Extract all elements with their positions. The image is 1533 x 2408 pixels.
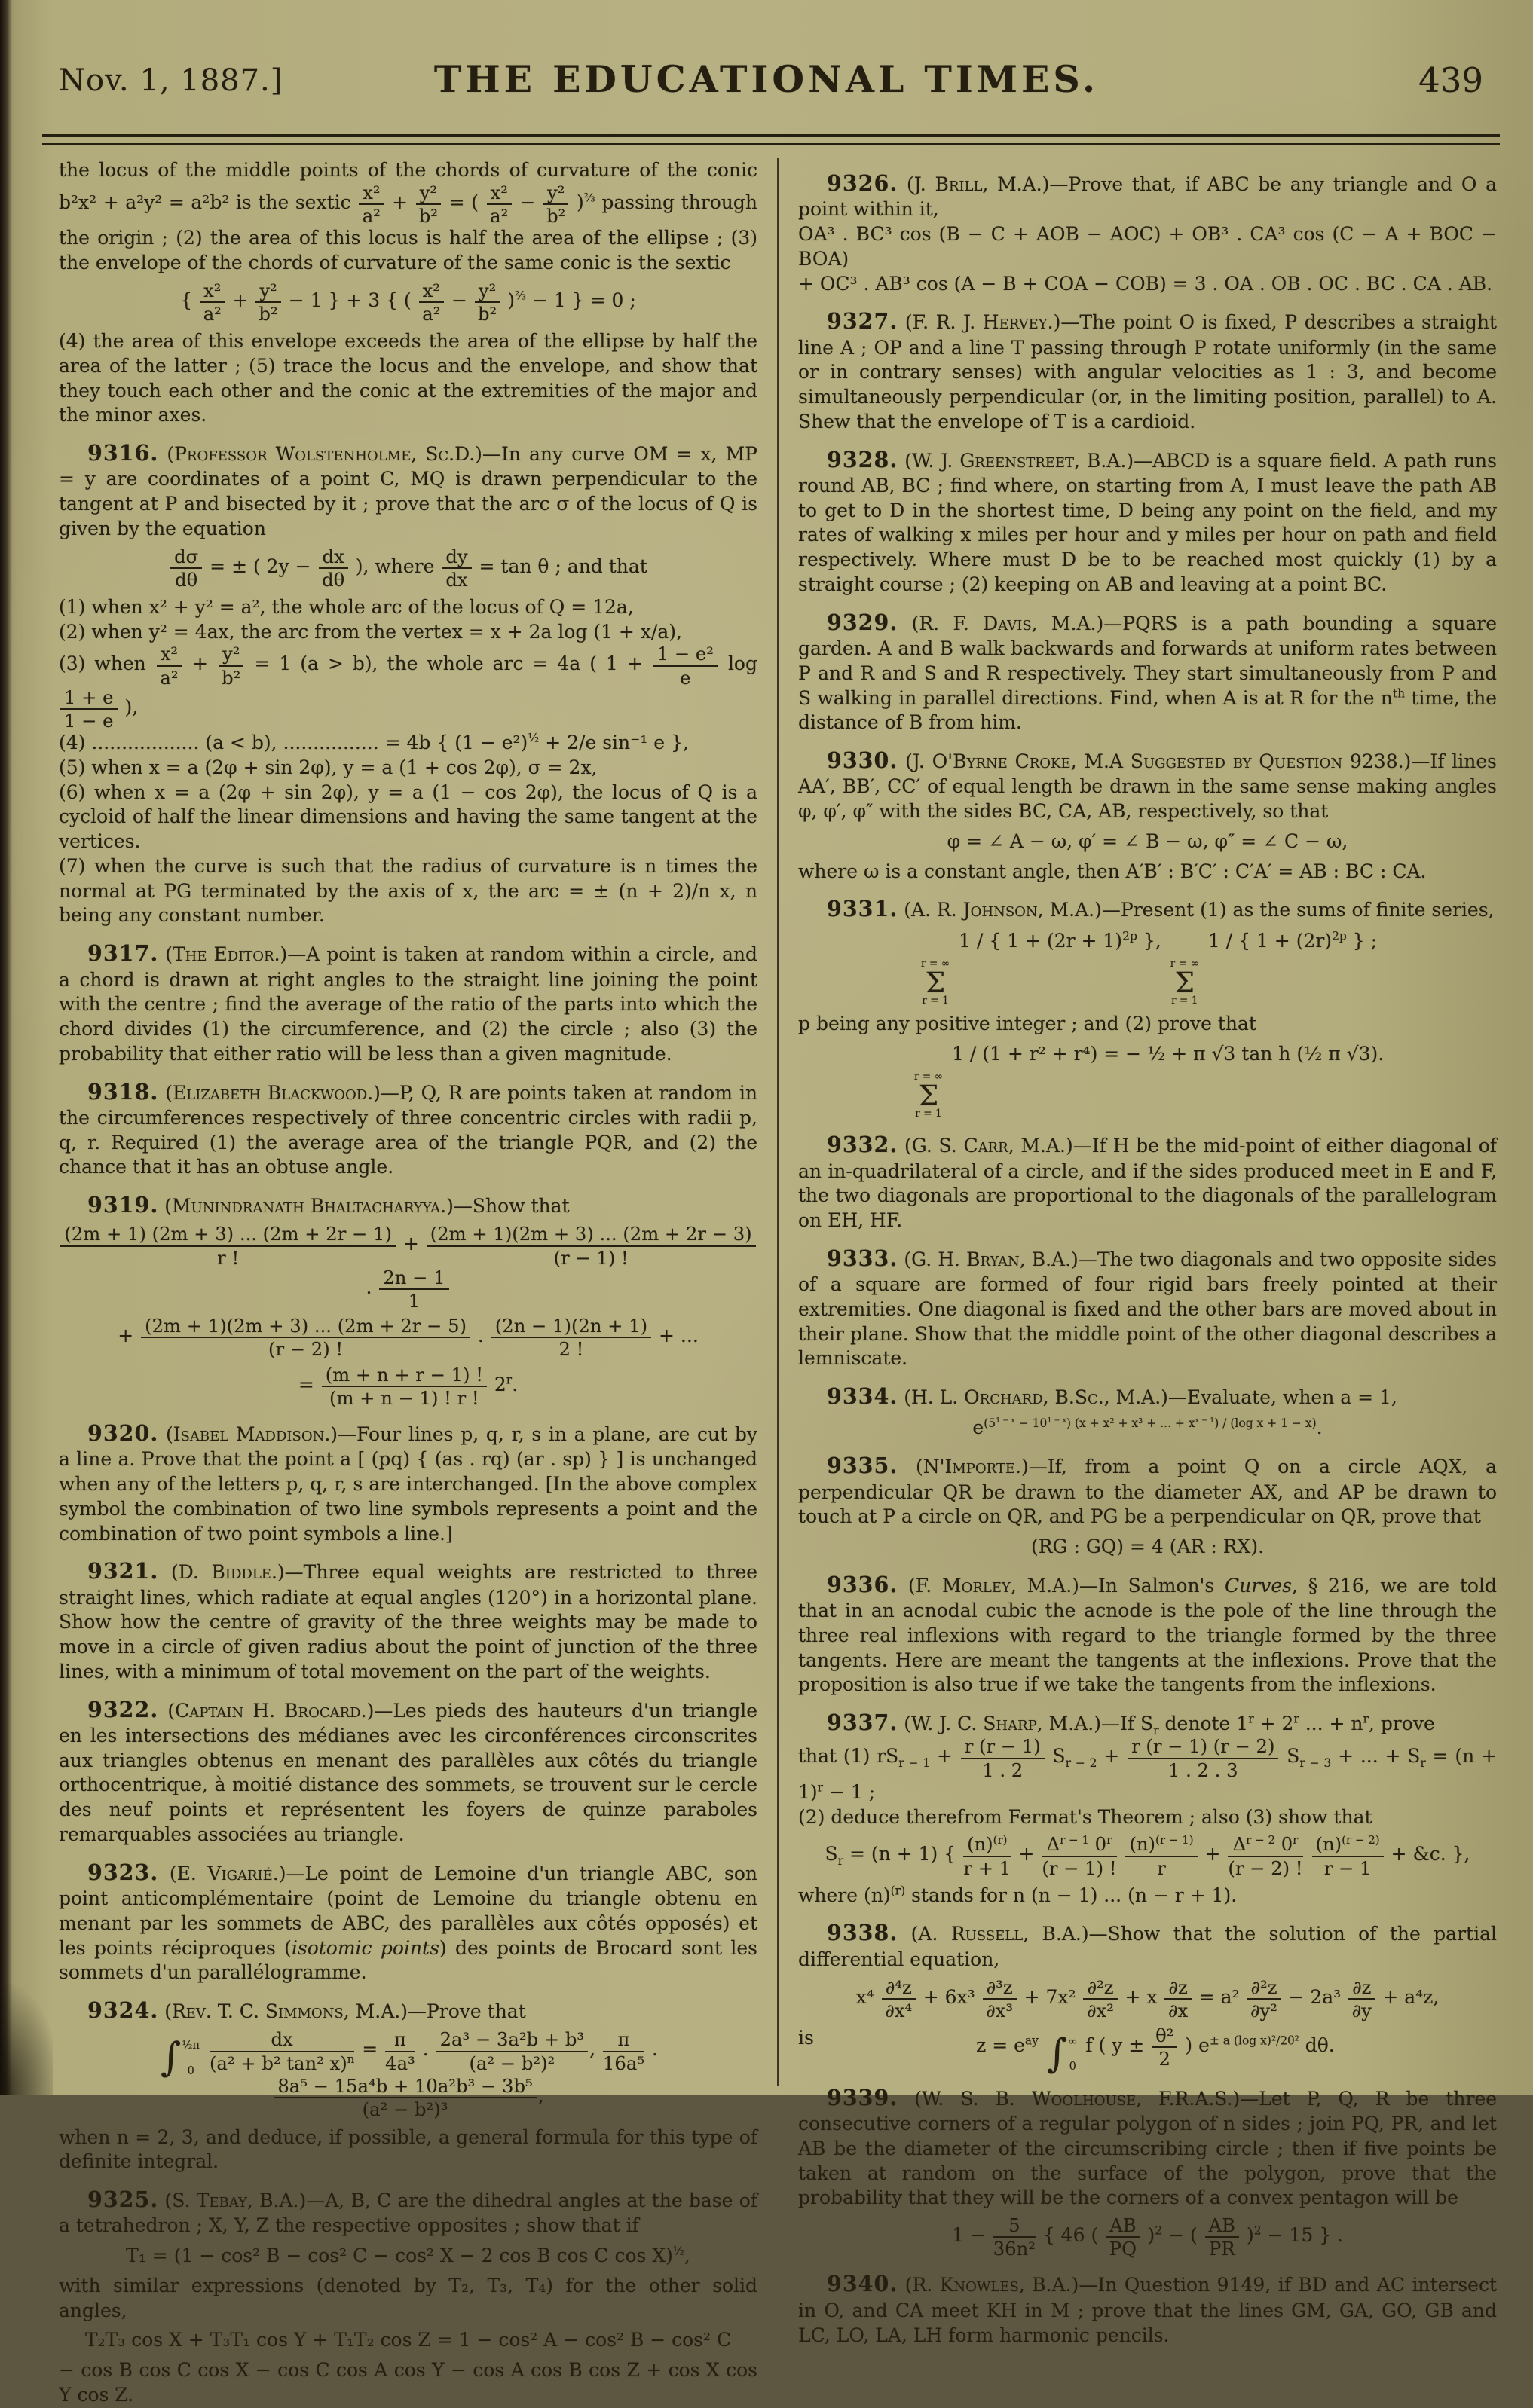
problem-9325: [59, 2186, 757, 2408]
problem-statement: If H be the mid-point of either diagonal of an in-quadrilateral of a circle, and if the sides produced meet in E and F, the two diagonals are proportional to the diagonals of the parallelogram on EH, HF.: [798, 1135, 1498, 1232]
problem-number: 9320.: [87, 1419, 159, 1446]
problem-number: 9335.: [827, 1453, 898, 1479]
equation: r = ∞ Σ r = 1 1 / (1 + r² + r⁴) = − ½ + π √3 tan h (½ π √3).: [913, 1042, 1385, 1120]
problem-9323: [59, 1859, 757, 1985]
problem-lead: [59, 1859, 757, 1985]
problem-number: 9333.: [827, 1245, 898, 1271]
problem-statement: A, B, C are the dihedral angles at the base of a tetrahedron ; X, Y, Z the respective opposites ; show that if: [59, 2190, 757, 2237]
problem-author: (N'Importe.)—: [915, 1456, 1048, 1478]
problem-text: (6) when x = a (2φ + sin 2φ), y = a (1 − cos 2φ), the locus of Q is a cycloid of half the linear dimensions and having the same tangent at the vertices.: [59, 781, 757, 853]
problem-lead: [59, 1696, 757, 1847]
problem-number: 9322.: [87, 1696, 159, 1722]
problem-text: p being any positive integer ; and (2) prove that: [798, 1013, 1256, 1035]
equation: 1 − $\frac{5}{\text{36n²}}$ { 46 ( $\frac{AB}{PQ}$ )$^2$ − ( $\frac{AB}{PR}$ )$^2$ − 15 } .: [951, 2214, 1343, 2260]
issue-date: Nov. 1, 1887.]: [59, 63, 283, 98]
problem-statement: In any curve OM = x, MP = y are coordinates of a point C, MQ is drawn perpendicular to the tangent at P and bisected by it ; prove that the arc σ of the locus of Q is given by the equation: [59, 443, 758, 539]
problem-statement: Four lines p, q, r, s in a plane, are cut by a line a. Prove that the point a [ (pq) { (as . rq) (ar . sp) } ] is unchanged when any of the letters p, q, r, s are interchanged. [In the above complex symbol the combination of two line symbols represents a point and the combination of two point symbols a line.]: [59, 1422, 757, 1545]
problem-text: (2) deduce therefrom Fermat's Theorem ; also (3) show that: [798, 1805, 1372, 1828]
problem-statement: A point is taken at random within a circle, and a chord is drawn at right angles to the straight line joining the point with the centre ; find the average of the ratio of the parts into which the chord divides (1) the circumference, and (2) the circle ; also (3) the probability that either ratio will be less than a given magnitude.: [59, 943, 757, 1065]
problem-lead: [798, 2270, 1497, 2348]
problem-text: + OC³ . AB³ cos (A − B + COA − COB) = 3 . OA . OB . OC . BC . CA . AB.: [798, 272, 1493, 295]
problem-lead: [798, 609, 1497, 735]
equation: is $z = e^{ay}$ ∫ ∞ 0 f ( y ± $\frac{\text{θ²}}{2}$ ) $e^{\pm a (log x)^2/2\theta^2}$ dθ.: [798, 2024, 1335, 2076]
equation: $\frac{(2m + 1) (2m + 3) ... (2m + 2r - 1)}{r !}$ + $\frac{(2m + 1)(2m + 3) ... (2m + 2r - 3)}{(r - 1) !}$ . $\frac{2n - 1}{1}$: [59, 1224, 757, 1311]
problem-number: 9327.: [827, 308, 898, 335]
equation-label: is: [798, 2026, 814, 2049]
scan-corner-shadow: [0, 1960, 53, 2095]
problem-number: 9339.: [827, 2084, 898, 2110]
problem-lead: [798, 1571, 1497, 1698]
problem-statement: P, Q, R are points taken at random in the circumferences respectively of three concentric circles with radii p, q, r. Required (1) the average area of the triangle PQR, and (2) the chance that it has an obtuse angle.: [59, 1081, 757, 1178]
problem-author: (D. Biddle.)—: [170, 1561, 304, 1584]
continued-problem-text: [59, 158, 757, 428]
scan-edge-shadow: [0, 0, 12, 2095]
problem-number: 9329.: [827, 609, 898, 635]
problem-text: where $(n)^{(r)}$ stands for n (n − 1) ... (n − r + 1).: [798, 1884, 1238, 1906]
equation: $S_r = (n + 1)$ { $\frac{(n)^{(r)}}{r + 1}$ + $\frac{\Delta^{r - 1} 0^r}{(r - 1) !}$ $\frac{(n)^{(r - 1)}}{r}$ + $\frac{\Delta^{r - 2} 0^r}{(r - 2) !}$ $\frac{(n)^{(r - 2)}}{r - 1}$ + &c. },: [825, 1833, 1470, 1879]
problem-statement: Show that: [472, 1195, 570, 1218]
problem-9330: [798, 747, 1497, 884]
problem-number: 9328.: [827, 446, 898, 472]
problem-number: 9336.: [827, 1571, 898, 1597]
problem-statement: Present (1) as the sums of finite series,: [1120, 899, 1495, 921]
problem-statement: Let P, Q, R be three consecutive corners of a regular polygon of n sides ; join PQ, PR, and let AB be the diameter of the circumscribing circle ; then if five points be taken at random on the surface of the polygon, prove that the probability that they will be the corners of a convex pentagon will be: [798, 2087, 1497, 2209]
right-column: [779, 158, 1498, 2346]
problem-author: (W. J. C. Sharp, M.A.)—: [904, 1713, 1120, 1735]
problem-statement: Evaluate, when a = 1,: [1186, 1386, 1397, 1409]
problem-text: (7) when the curve is such that the radius of curvature is n times the normal at PG terminated by the axis of x, the arc = ± (n + 2)/n x, n being any constant number.: [59, 854, 757, 927]
problem-9336: [798, 1571, 1497, 1698]
two-column-body: [59, 158, 1498, 2406]
header-rule: [42, 134, 1500, 145]
problem-number: 9319.: [87, 1192, 159, 1218]
problem-lead: [798, 1245, 1497, 1371]
equation: x⁴ $\frac{\text{∂⁴z}}{\text{∂x⁴}}$ + 6x³ $\frac{\text{∂³z}}{\text{∂x³}}$ + 7x² $\frac{\text{∂²z}}{\text{∂x²}}$ + x $\frac{\partial z}{\partial x}$ = a² $\frac{\text{∂²z}}{\text{∂y²}}$ − 2a³ $\frac{\partial z}{\partial y}$ + a⁴z,: [855, 1976, 1440, 2021]
problem-lead: [59, 1997, 757, 2024]
equation: = $\frac{(m + n + r - 1) !}{(m + n - 1) ! r !}$ 2$^r$.: [298, 1363, 519, 1409]
problem-author: (S. Tebay, B.A.)—: [164, 2190, 326, 2212]
problem-9328: [798, 446, 1497, 597]
problem-lead: [59, 1557, 757, 1684]
problem-statement: Show that the solution of the partial differential equation,: [798, 1923, 1497, 1970]
problem-text: − cos B cos C cos X − cos C cos A cos Y − cos A cos B cos Z + cos X cos Y cos Z.: [59, 2359, 757, 2406]
problem-9331: [798, 895, 1497, 1120]
problem-lead: [798, 1709, 1497, 1737]
problem-statement: Three equal weights are restricted to three straight lines, which radiate at equal angles (120°) in a horizontal plane. Show how the centre of gravity of the three weights may be made to move in a circle of given radius about the point of junction of the three lines, with a minimum of total movement on the part of the weights.: [59, 1561, 757, 1682]
left-column: [59, 158, 777, 2406]
problem-9316: [59, 439, 757, 928]
problem-text: (5) when x = a (2φ + sin 2φ), y = a (1 + cos 2φ), σ = 2x,: [59, 756, 598, 778]
problem-author: (R. Knowles, B.A.)—: [904, 2274, 1098, 2296]
problem-number: 9317.: [87, 940, 159, 967]
problem-statement: Prove that, if ABC be any triangle and O a point within it,: [798, 173, 1497, 221]
problem-author: (G. H. Bryan, B.A.)—: [904, 1248, 1097, 1270]
problem-author: (Elizabeth Blackwood.)—: [165, 1081, 399, 1104]
problem-number: 9340.: [827, 2271, 898, 2297]
equation: (RG : GQ) = 4 (AR : RX).: [1030, 1536, 1265, 1558]
problem-author: (J. Brill, M.A.)—: [906, 173, 1069, 195]
problem-number: 9326.: [827, 170, 898, 196]
problem-lead: [798, 1919, 1497, 1972]
problem-author: (E. Vigarié.)—: [169, 1862, 305, 1884]
problem-number: 9337.: [827, 1710, 898, 1736]
problem-text: (2) when y² = 4ax, the arc from the vertex = x + 2a log (1 + x/a),: [59, 620, 682, 643]
problem-lead: [59, 1078, 757, 1181]
problem-number: 9331.: [827, 896, 898, 922]
problem-author: (H. L. Orchard, B.Sc., M.A.)—: [904, 1386, 1187, 1409]
problem-text: (3) when $\frac{\text{x²}}{\text{a²}}$ + $\frac{\text{y²}}{\text{b²}}$ = 1 (a > b), the whole arc = 4a ( 1 + $\frac{\text{1 − e²}}{e}$ log $\frac{1 + e}{1 - e}$ ),: [59, 643, 757, 732]
problem-lead: [798, 747, 1497, 824]
equation: + $\frac{(2m + 1)(2m + 3) ... (2m + 2r - 5)}{(r - 2) !}$ . $\frac{(2n - 1)(2n + 1)}{2 !}$ + ...: [118, 1315, 699, 1361]
problem-text: with similar expressions (denoted by T₂, T₃, T₄) for the other solid angles,: [59, 2274, 757, 2321]
equation: T₂T₃ cos X + T₃T₁ cos Y + T₁T₂ cos Z = 1 − cos² A − cos² B − cos² C: [84, 2329, 732, 2351]
equation: ∫ ½π 0 $\frac{dx}{(a^2 + b^2 \tan^2 x)^n}$ = $\frac{\pi}{\text{4a³}}$ . $\frac{\text{2a³ − 3a²b + b³}}{\text{(a² − b²)²}}$ , $\frac{\pi}{\text{16a⁵}}$ . $\frac{\text{8a⁵ − 15a⁴b + 10a²b³ − 3b⁵}}{\text{(a² − b²)³}}$ ,: [161, 2028, 658, 2121]
problem-lead: [59, 1191, 757, 1219]
problem-author: (Rev. T. C. Simmons, M.A.)—: [164, 2000, 427, 2022]
problem-text: (1) when x² + y² = a², the whole arc of the locus of Q = 12a,: [59, 595, 634, 618]
problem-text: OA³ . BC³ cos (B − C + AOB − AOC) + OB³ . CA³ cos (C − A + BOC − BOA): [798, 223, 1497, 270]
problem-statement: PQRS is a path bounding a square garden. A and B walk backwards and forwards at uniform rates between P and R and S and R respectively. They start simultaneously from P and S walking in parallel directions. Find, when A is at R for the $n^{th}$ time, the distance of B from him.: [798, 612, 1498, 734]
problem-statement: The two diagonals and two opposite sides of a square are formed of four rigid bars freely pointed at their extremities. One diagonal is fixed and the other bars are moved about in their plane. Show that the middle point of the other diagonal describes a lemniscate.: [798, 1248, 1497, 1370]
problem-lead: [798, 2084, 1497, 2211]
problem-text: (4) .................. (a < b), ................ = 4b { $(1 - e^2)^{\frac{1}{2}} + 2/e$ sin⁻¹ e },: [59, 731, 689, 754]
problem-number: 9316.: [87, 440, 159, 466]
problem-9324: [59, 1997, 757, 2174]
equation: $\frac{d\sigma}{d\theta}$ = ± ( 2y − $\frac{dx}{d\theta}$ ), where $\frac{dy}{dx}$ = tan θ ; and that: [59, 547, 757, 590]
problem-number: 9338.: [827, 1920, 898, 1946]
problem-statement: If lines AA′, BB′, CC′ of equal length be drawn in the same sense making angles φ, φ′, φ″ with the sides BC, CA, AB, respectively, so that: [798, 750, 1498, 823]
problem-author: (F. R. J. Hervey.)—: [904, 311, 1080, 334]
problem-lead: [798, 1383, 1497, 1410]
problem-9329: [798, 609, 1497, 735]
problem-9319: [59, 1191, 757, 1408]
problem-lead: [798, 1131, 1497, 1233]
problem-number: 9323.: [87, 1859, 159, 1885]
problem-9321: [59, 1557, 757, 1684]
problem-9335: [798, 1452, 1497, 1560]
problem-statement: Prove that: [426, 2000, 526, 2022]
problem-text: when n = 2, 3, and deduce, if possible, a general formula for this type of definite integral.: [59, 2125, 757, 2173]
problem-lead: [798, 307, 1497, 434]
problem-9326: [798, 170, 1497, 296]
problem-author: (F. Morley, M.A.)—: [908, 1574, 1098, 1597]
problem-author: (Captain H. Brocard.)—: [167, 1699, 393, 1722]
problem-number: 9324.: [87, 1997, 159, 2023]
problem-author: (A. R. Johnson, M.A.)—: [904, 899, 1121, 921]
problem-number: 9321.: [87, 1558, 159, 1584]
problem-9339: [798, 2084, 1497, 2260]
problem-9332: [798, 1131, 1497, 1233]
problem-9340: [798, 2270, 1497, 2348]
problem-9320: [59, 1419, 757, 1546]
page-number: 439: [1418, 60, 1483, 100]
problem-9317: [59, 940, 757, 1066]
problem-author: (The Editor.)—: [165, 943, 307, 966]
problem-author: (Munindranath Bhaltacharyya.)—: [164, 1195, 473, 1218]
problem-number: 9330.: [827, 747, 898, 774]
page-title: THE EDUCATIONAL TIMES.: [433, 57, 1100, 101]
problem-text: where ω is a constant angle, then A′B′ : B′C′ : C′A′ = AB : BC : CA.: [798, 860, 1427, 882]
problem-statement: Les pieds des hauteurs d'un triangle en les intersections des médianes avec les circonférences circonscrites aux triangles obtenus en menant des parallèles aux côtés du triangle orthocentrique, à moitié distance des sommets, se trouvent sur le cercle des neuf points et représentent les foyers de quinze paraboles remarquables associées au triangle.: [59, 1699, 758, 1845]
problem-lead: [59, 2186, 757, 2238]
problem-lead: [798, 895, 1497, 923]
problem-9333: [798, 1245, 1497, 1371]
problem-9338: [798, 1919, 1497, 2076]
problem-9327: [798, 307, 1497, 434]
problem-number: 9318.: [87, 1078, 159, 1105]
problem-lead: [798, 1452, 1497, 1529]
problem-lead: [59, 439, 757, 542]
problem-statement: In Question 9149, if BD and AC intersect in O, and CA meet KH in M ; prove that the lines GM, GA, GO, GB and LC, LO, LA, LH form harmonic pencils.: [798, 2274, 1497, 2346]
problem-statement: The point O is fixed, P describes a straight line A ; OP and a line T passing through P rotate uniformly (in the same or in contrary senses) with angular velocities as 1 : 3, and become simultaneously perpendicular (or, in the limiting position, parallel) to A. Shew that the envelope of T is a cardioid.: [798, 311, 1497, 432]
equation: r = ∞ Σ r = 1 1 / { $1 + (2r + 1)^{2p}$ }, r = ∞ Σ r = 1 1 / { $1 + (2r)^{2p}$ } ;: [920, 929, 1378, 1007]
problem-statement: If, from a point Q on a circle AQX, a perpendicular QR be drawn to the diameter AX, and AP be drawn to touch at P a circle on QR, and PG be a perpendicular on QR, prove that: [798, 1456, 1497, 1528]
problem-statement: ABCD is a square field. A path runs round AB, BC ; find where, on starting from A, I must leave the path AB to get to D in the shortest time, D being any point on the field, and my rates of walking x miles per hour and y miles per hour on path and field respectively. Where must D be to be reached most quickly (1) by a straight course ; (2) keeping on AB and leaving at a point BC.: [798, 449, 1497, 595]
equation: T₁ = (1 − cos² B − cos² C − cos² X − 2 cos B cos C cos X)$^{\frac{1}{2}}$,: [126, 2244, 690, 2267]
problem-lead: [59, 940, 757, 1066]
problem-9337: [798, 1709, 1497, 1908]
problem-text: the locus of the middle points of the chords of curvature of the conic b²x² + a²y² = a²b² is the sextic $\frac{\text{x²}}{\text{a²}}$ + $\frac{\text{y²}}{\text{b²}}$ = ( $\frac{\text{x²}}{\text{a²}}$ − $\frac{\text{y²}}{\text{b²}}$ )$^{\frac{2}{3}}$ passing through the origin ; (2) the area of this locus is half the area of the ellipse ; (3) the envelope of the chords of curvature of the same conic is the sextic: [59, 159, 757, 273]
problem-statement: If $S_r$ denote $1^r + 2^r$ ... + $n^r$, prove: [1119, 1712, 1435, 1738]
problem-statement: In Salmon's Curves, § 216, we are told that in an acnodal cubic the acnode is the pole of the line through the three real inflexions with regard to the triangle formed by the three tangents. Here are meant the tangents at the inflexions. Prove that the proposition is also true if we take the tangents from the inflexions.: [798, 1574, 1497, 1696]
problem-author: (G. S. Carr, M.A.)—: [904, 1135, 1092, 1157]
problem-author: (J. O'Byrne Croke, M.A Suggested by Question 9238.)—: [905, 750, 1430, 773]
problem-author: (Professor Wolstenholme, Sc.D.)—: [167, 443, 501, 465]
problem-lead: [59, 1419, 757, 1546]
problem-author: (A. Russell, B.A.)—: [910, 1923, 1108, 1945]
equation: φ = ∠ A − ω, φ′ = ∠ B − ω, φ″ = ∠ C − ω,: [947, 830, 1348, 852]
problem-9322: [59, 1696, 757, 1847]
problem-text: that (1) $rS_{r - 1}$ + $\frac{r (r - 1)}{1 . 2}$ $S_{r - 2}$ + $\frac{r (r - 1) (r - 2)}{1 . 2 . 3}$ $S_{r - 3}$ + ... + $S_r = (n + 1)^r - 1$ ;: [798, 1735, 1498, 1803]
problem-text: (4) the area of this envelope exceeds the area of the ellipse by half the area of the latter ; (5) trace the locus and the envelope, and show that they touch each other and the conic at the extremities of the major and the minor axes.: [59, 330, 757, 426]
problem-9334: [798, 1383, 1497, 1441]
problem-number: 9325.: [87, 2186, 159, 2213]
problem-number: 9334.: [827, 1383, 898, 1410]
equation: $e^{(5^{1 - x} - 10^{1 - x}) (x + x^2 + x^3 + ... + x^{x - 1}) / (log x + 1 - x)}$.: [972, 1416, 1323, 1439]
problem-author: (W. J. Greenstreet, B.A.)—: [904, 449, 1153, 472]
problem-statement: Le point de Lemoine d'un triangle ABC, son point anticomplémentaire (point de Lemoine du triangle obtenu en menant par les sommets de ABC, des parallèles aux côtés opposés) et les points réciproques (isotomic points) des points de Brocard sont les sommets d'un parallélogramme.: [59, 1862, 757, 1984]
problem-number: 9332.: [827, 1132, 898, 1158]
problem-author: (W. S. B. Woolhouse, F.R.A.S.)—: [914, 2087, 1259, 2110]
problem-author: (R. F. Davis, M.A.)—: [911, 612, 1123, 634]
problem-lead: [798, 446, 1497, 597]
equation: { $\frac{\text{x²}}{\text{a²}}$ + $\frac{\text{y²}}{\text{b²}}$ − 1 } + 3 { ( $\frac{\text{x²}}{\text{a²}}$ − $\frac{\text{y²}}{\text{b²}}$ )$^{\frac{2}{3}}$ − 1 } = 0 ;: [180, 279, 636, 325]
problem-author: (Isabel Maddison.)—: [165, 1422, 357, 1445]
problem-9318: [59, 1078, 757, 1181]
problem-lead: [798, 170, 1497, 222]
